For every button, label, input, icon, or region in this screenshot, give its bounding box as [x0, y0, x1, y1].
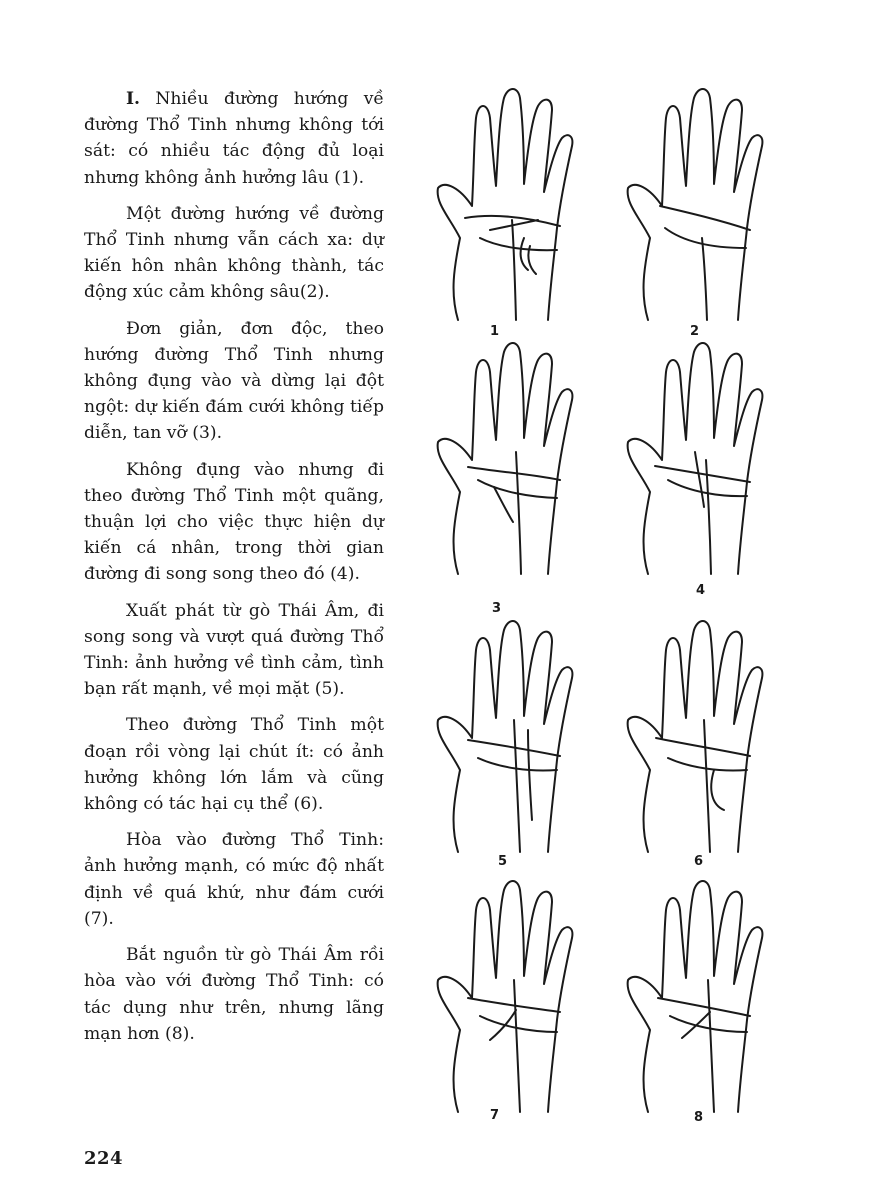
paragraph-3: Đơn giản, đơn độc, theo hướng đường Thổ Tinh nhưng không đụng vào và dừng lại đột ngột: dự kiến đám cưới không tiếp diễn, tan vỡ (3).	[84, 318, 384, 444]
figure-label-7: 7	[490, 1108, 500, 1123]
palm-line	[514, 980, 520, 1112]
palm-drawing	[610, 342, 780, 582]
palm-line	[490, 220, 538, 230]
palm-drawing	[420, 880, 590, 1120]
palm-line	[702, 238, 707, 320]
palm-line	[682, 1012, 710, 1038]
palm-figure-1	[420, 88, 590, 328]
hand-outline	[628, 89, 763, 320]
paragraph-6: Theo đường Thổ Tinh một đoạn rồi vòng lại chút ít: có ảnh hưởng không lớn lắm và cũng không có tác hại cụ thể (6).	[84, 715, 384, 815]
paragraph-7: Hòa vào đường Thổ Tinh: ảnh hưởng mạnh, có mức độ nhất định về quá khứ, như đám cưới (7).	[84, 830, 384, 929]
hand-outline	[438, 881, 573, 1112]
palm-line	[468, 467, 560, 480]
palm-figure-3	[420, 342, 590, 582]
paragraph-text: Nhiều đường hướng về đường Thổ Tinh nhưng không tới sát: có nhiều tác động đủ loại nhưng không ảnh hưởng lâu (1).	[84, 89, 384, 188]
palm-line	[521, 238, 528, 270]
palm-line	[670, 1016, 747, 1032]
palm-line	[478, 758, 557, 771]
palm-line	[708, 980, 714, 1112]
palm-line	[512, 220, 516, 320]
paragraph-8: Bắt nguồn từ gò Thái Âm rồi hòa vào với đường Thổ Tinh: có tác dụng như trên, nhưng lãng mạn hơn (8).	[84, 945, 384, 1044]
palm-figure-6	[610, 620, 780, 860]
hand-outline	[628, 621, 763, 852]
palm-line	[656, 738, 750, 756]
palm-drawing	[420, 342, 590, 582]
palm-line	[668, 758, 747, 771]
palm-line	[480, 238, 557, 250]
hand-outline	[438, 343, 573, 574]
hand-outline	[438, 89, 573, 320]
palm-line	[706, 460, 711, 574]
figure-label-3: 3	[492, 601, 502, 616]
palm-figure-5	[420, 620, 590, 860]
palm-figure-2	[610, 88, 780, 328]
palm-drawing	[610, 620, 780, 860]
figure-label-4: 4	[696, 583, 706, 598]
figure-label-5: 5	[498, 854, 508, 869]
palm-line	[711, 770, 724, 810]
palm-drawing	[420, 620, 590, 860]
palm-drawing	[610, 88, 780, 328]
paragraph-4: Không đụng vào nhưng đi theo đường Thổ Tinh một quãng, thuận lợi cho việc thực hiện dự kiến cá nhân, trong thời gian đường đi song song theo đó (4).	[84, 459, 384, 585]
hand-outline	[438, 621, 573, 852]
palm-drawing	[420, 88, 590, 328]
palm-line	[480, 1016, 557, 1032]
page-number: 224	[84, 1148, 124, 1169]
figure-label-8: 8	[694, 1110, 704, 1125]
palm-line	[704, 720, 710, 852]
figure-label-1: 1	[490, 324, 500, 339]
palm-line	[514, 720, 520, 852]
hand-outline	[628, 881, 763, 1112]
palm-line	[516, 452, 521, 574]
figure-label-6: 6	[694, 854, 704, 869]
palm-drawing	[610, 880, 780, 1120]
palm-line	[528, 730, 532, 820]
palm-figure-8	[610, 880, 780, 1120]
palm-line	[695, 452, 704, 507]
text-column	[84, 86, 384, 1057]
palm-line	[665, 228, 746, 248]
palm-line	[658, 998, 750, 1016]
paragraph-5: Xuất phát từ gò Thái Âm, đi song song và vượt quá đường Thổ Tinh: ảnh hưởng về tình cảm, tình bạn rất mạnh, về mọi mặt (5).	[84, 600, 384, 700]
palm-figure-7	[420, 880, 590, 1120]
section-numeral: I.	[126, 89, 141, 109]
palm-figures	[400, 80, 871, 1140]
paragraph-1	[84, 86, 384, 191]
figure-label-2: 2	[690, 324, 700, 339]
palm-figure-4	[610, 342, 780, 582]
paragraph-2: Một đường hướng về đường Thổ Tinh nhưng vẫn cách xa: dự kiến hôn nhân không thành, tác động xúc cảm không sâu(2).	[84, 203, 384, 303]
palm-line	[468, 740, 560, 756]
palm-line	[660, 206, 750, 230]
